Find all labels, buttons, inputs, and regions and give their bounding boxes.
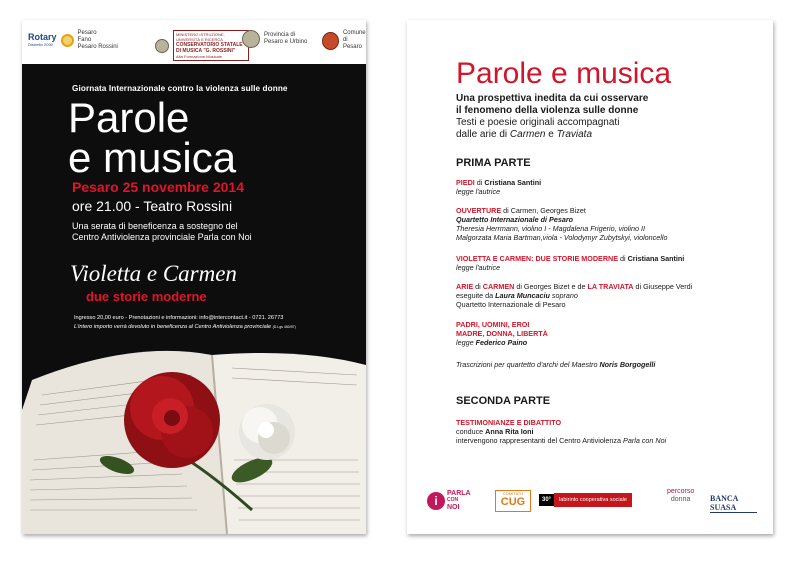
soprano-name: Laura Muncaciu <box>495 291 550 300</box>
labirinto-logo <box>539 492 632 508</box>
percorso-word: percorso <box>667 488 695 495</box>
rotary-club-2: Fano <box>77 37 92 43</box>
piedi-legge: legge l'autrice <box>456 187 501 196</box>
piedi-title: PIEDI <box>456 178 475 187</box>
ouverture-rest: di Carmen, Georges Bizet <box>501 206 586 215</box>
trascrizioni-author: Noris Borgogelli <box>599 360 656 369</box>
testimonianze-title: TESTIMONIANZE E DIBATTITO <box>456 418 562 427</box>
labirinto-label: labirinto cooperativa sociale <box>554 493 632 507</box>
padri-reader: Federico Paino <box>475 338 528 347</box>
comune-line-1: Comune <box>342 30 366 36</box>
poster-title-line-2: e musica <box>68 134 237 181</box>
program-subtitle-1: Una prospettiva inedita da cui osservare <box>456 93 649 104</box>
padri-title-2: MADRE, DONNA, LIBERTÀ <box>456 329 548 338</box>
provincia-line-1: Provincia di <box>264 32 296 38</box>
book-with-roses-illustration <box>22 320 366 534</box>
piedi-author: Cristiana Santini <box>484 178 542 187</box>
republic-emblem-icon <box>155 39 169 53</box>
white-rose <box>239 404 295 460</box>
intervengono-text: intervengono rappresentanti del Centro Antiviolenza <box>456 436 624 445</box>
rotary-club-3: Pesaro Rossini <box>77 44 118 50</box>
violetta-line <box>456 254 684 263</box>
arie-traviata: LA TRAVIATA <box>587 282 634 291</box>
arie-line <box>456 282 692 291</box>
poster-logo-bar <box>22 20 366 64</box>
comune-line-2: di Pesaro <box>342 37 362 50</box>
provincia-logo <box>242 30 307 48</box>
rotary-logo <box>28 30 118 51</box>
conduce-name: Anna Rita Ioni <box>485 427 534 436</box>
poster-date: Pesaro 25 novembre 2014 <box>72 179 244 195</box>
trascrizioni-line <box>456 360 655 369</box>
poster-giornata: Giornata Internazionale contro la violenza sulle donne <box>72 84 288 93</box>
sub4-carmen: Carmen <box>509 129 546 140</box>
parla-logo-3: NOI <box>447 504 460 511</box>
piedi-line <box>456 178 541 187</box>
percorso-donna-logo <box>667 488 694 504</box>
provincia-line-2: Pesaro e Urbino <box>264 39 308 45</box>
padri-legge-label: legge <box>456 338 476 347</box>
comune-crest-icon <box>322 32 339 50</box>
poster-violetta-carmen: Violetta e Carmen <box>70 261 237 286</box>
banca-suasa-logo: BANCA SUASA <box>710 494 757 513</box>
rotary-wheel-icon <box>61 34 74 47</box>
conservatorio-name: CONSERVATORIO STATALE DI MUSICA "G. ROSSINI" <box>176 42 243 54</box>
soprano-label: soprano <box>549 291 578 300</box>
sub4-traviata: Traviata <box>556 129 593 140</box>
rotary-club-1: Pesaro <box>77 30 97 36</box>
conservatorio-subtitle: Alta Formazione Musicale <box>176 54 223 59</box>
program-subtitle-2: il fenomeno della violenza sulle donne <box>456 105 639 116</box>
piedi-di: di <box>474 178 485 187</box>
donna-word: donna <box>670 496 691 503</box>
program-title: Parole e musica <box>456 57 672 90</box>
ouverture-line <box>456 206 586 215</box>
poster-due-storie: due storie moderne <box>86 289 207 304</box>
conduce-text: conduce <box>456 427 486 436</box>
comitato-cug-logo <box>495 490 531 512</box>
trascrizioni-text: Trascrizioni per quartetto d'archi del Maestro <box>456 360 600 369</box>
ouverture-players-2: Malgorzata Maria Bartman,viola - Volodymyr Zubytskyi, violoncello <box>456 233 668 242</box>
program-subtitle-3: Testi e poesie originali accompagnati <box>456 117 620 128</box>
intervengono-line <box>456 436 666 445</box>
violetta-legge: legge l'autrice <box>456 263 501 272</box>
provincia-crest-icon <box>242 30 260 48</box>
sub4-a: dalle arie di <box>456 129 510 140</box>
poster-time-place: ore 21.00 - Teatro Rossini <box>72 198 233 214</box>
comitato-label: COMITATO <box>502 491 524 496</box>
poster-title-line-1: Parole <box>68 94 190 141</box>
poster-intero-law: (D.Lgs 460/97) <box>272 325 296 329</box>
conduce-line <box>456 427 534 436</box>
parla-logo-2: CON <box>447 497 459 503</box>
arie-carmen: CARMEN <box>482 282 515 291</box>
program-sheet <box>407 20 773 534</box>
parla-logo-1: PARLA <box>447 490 471 497</box>
cug-label: CUG <box>500 496 526 508</box>
conservatorio-logo <box>155 30 249 61</box>
violetta-title: VIOLETTA E CARMEN: DUE STORIE MODERNE <box>456 254 618 263</box>
rotary-wordmark: Rotary <box>28 31 57 42</box>
intervengono-centro: Parla con Noi <box>623 436 667 445</box>
poster-intero-text: L'intero importo verrà devoluto in beneficenza al Centro Antiviolenza provinciale <box>74 324 272 330</box>
labirinto-number: 30° <box>539 494 554 506</box>
seconda-parte-heading: SECONDA PARTE <box>456 395 551 407</box>
poster-ingresso: Ingresso 20,00 euro - Prenotazioni e informazioni: info@intercontact.it - 0721. 26773 <box>74 315 284 321</box>
violetta-author: Cristiana Santini <box>627 254 685 263</box>
parla-con-noi-logo <box>427 490 471 511</box>
padri-title-1: PADRI, UOMINI, EROI <box>456 320 530 329</box>
sponsor-logos <box>427 488 757 514</box>
comune-logo <box>322 30 366 51</box>
prima-parte-heading: PRIMA PARTE <box>456 157 531 169</box>
arie-title: ARIE <box>456 282 474 291</box>
arie-quartetto: Quartetto Internazionale di Pesaro <box>456 300 566 309</box>
poster-serata-line-2: Centro Antiviolenza provinciale Parla con Noi <box>72 232 252 242</box>
arie-eseguite <box>456 291 578 300</box>
rotary-district: Distretto 2090 <box>28 41 53 47</box>
conservatorio-ministry: MINISTERO ISTRUZIONE, UNIVERSITÀ E RICERCA <box>176 32 225 42</box>
ouverture-title: OUVERTURE <box>456 206 502 215</box>
ouverture-players-1: Theresia Herrmann, violino I - Magdalena Frigerio, violino II <box>456 224 645 233</box>
padri-legge <box>456 338 527 347</box>
event-poster <box>22 20 366 534</box>
arie-end: di Giuseppe Verdi <box>633 282 693 291</box>
program-subtitle-4 <box>456 129 592 141</box>
sub4-e: e <box>545 129 557 140</box>
eseguite-text: eseguite da <box>456 291 496 300</box>
arie-di: di <box>473 282 483 291</box>
red-rose <box>124 372 220 468</box>
ouverture-quartetto: Quartetto Internazionale di Pesaro <box>456 215 574 224</box>
parla-info-icon: i <box>427 492 445 510</box>
arie-mid: di Georges Bizet e de <box>514 282 588 291</box>
violetta-di: di <box>618 254 628 263</box>
poster-serata-line-1: Una serata di beneficenza a sostegno del <box>72 221 238 231</box>
